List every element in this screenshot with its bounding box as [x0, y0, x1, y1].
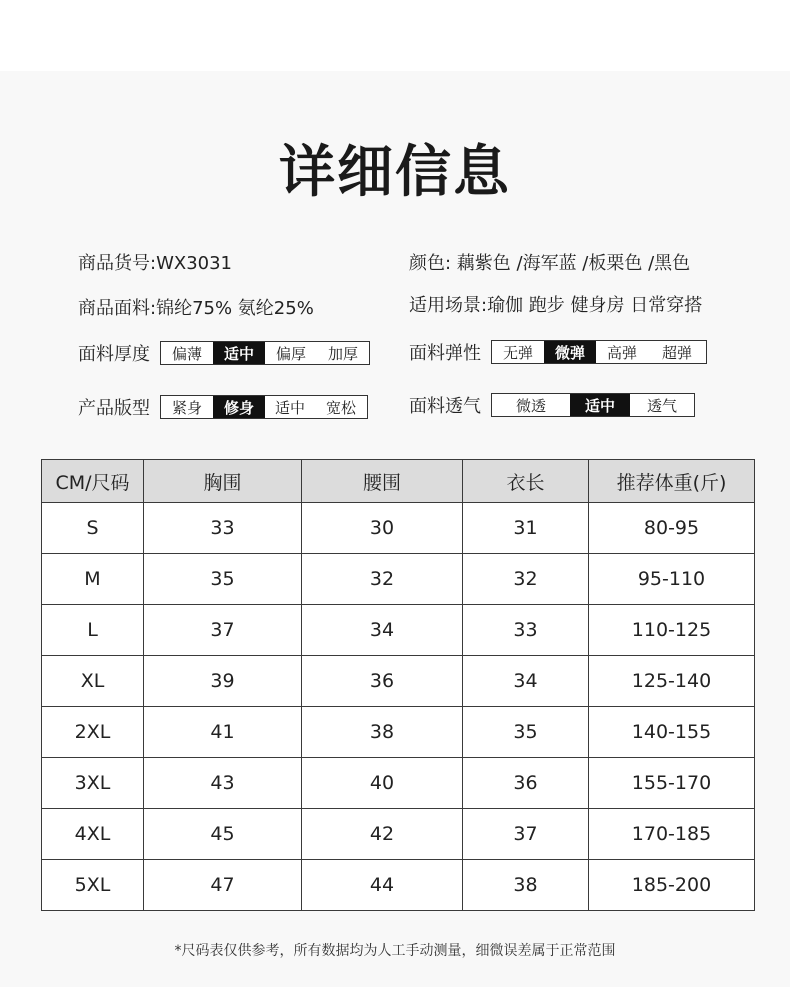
table-cell: 37	[463, 809, 589, 860]
option-label: 面料透气	[409, 396, 481, 417]
option-thickness-2: 偏厚	[275, 344, 306, 363]
option-thickness	[78, 340, 370, 366]
table-cell: 40	[302, 758, 463, 809]
option-elasticity-3: 超弹	[661, 343, 692, 362]
table-cell: 170-185	[589, 809, 755, 860]
table-cell: 47	[144, 860, 302, 911]
usage-scenes: 适用场景:瑜伽 跑步 健身房 日常穿搭	[409, 295, 703, 316]
option-label: 面料弹性	[409, 343, 481, 364]
option-box	[491, 340, 707, 364]
option-thickness-1: 适中	[213, 342, 265, 364]
table-cell: 44	[302, 860, 463, 911]
option-box	[160, 341, 370, 365]
option-thickness-3: 加厚	[327, 344, 358, 363]
option-fit-2: 适中	[274, 398, 305, 417]
option-label: 产品版型	[78, 398, 150, 419]
size-cell: 5XL	[42, 860, 144, 911]
size-cell: 2XL	[42, 707, 144, 758]
option-fit	[78, 394, 368, 420]
table-cell: 45	[144, 809, 302, 860]
page-title: 详细信息	[279, 140, 511, 205]
table-cell: 95-110	[589, 554, 755, 605]
size-cell: L	[42, 605, 144, 656]
option-elasticity-1: 微弹	[544, 341, 596, 363]
table-cell: 36	[463, 758, 589, 809]
table-cell: 33	[463, 605, 589, 656]
table-cell: 185-200	[589, 860, 755, 911]
size-cell: XL	[42, 656, 144, 707]
option-box	[160, 395, 368, 419]
table-row	[42, 707, 755, 758]
option-box	[491, 393, 695, 417]
table-cell: 37	[144, 605, 302, 656]
column-header: 腰围	[302, 460, 463, 503]
item-number: 商品货号:WX3031	[78, 253, 233, 274]
table-cell: 140-155	[589, 707, 755, 758]
option-elasticity-0: 无弹	[502, 343, 533, 362]
fabric-composition: 商品面料:锦纶75% 氨纶25%	[78, 298, 314, 319]
table-cell: 38	[463, 860, 589, 911]
option-fit-3: 宽松	[325, 398, 356, 417]
table-row	[42, 809, 755, 860]
table-row	[42, 758, 755, 809]
table-cell: 39	[144, 656, 302, 707]
table-cell: 38	[302, 707, 463, 758]
table-row	[42, 860, 755, 911]
table-cell: 33	[144, 503, 302, 554]
option-breathability-0: 微透	[515, 396, 546, 415]
color-list: 颜色: 藕紫色 /海军蓝 /板栗色 /黑色	[409, 253, 691, 274]
table-header-row	[42, 460, 755, 503]
table-cell: 31	[463, 503, 589, 554]
table-cell: 35	[463, 707, 589, 758]
table-row	[42, 656, 755, 707]
table-cell: 32	[463, 554, 589, 605]
table-row	[42, 554, 755, 605]
table-cell: 34	[302, 605, 463, 656]
table-cell: 34	[463, 656, 589, 707]
option-fit-0: 紧身	[171, 398, 202, 417]
disclaimer-note: *尺码表仅供参考，所有数据均为人工手动测量，细微误差属于正常范围	[174, 943, 616, 959]
table-row	[42, 605, 755, 656]
table-cell: 43	[144, 758, 302, 809]
column-header: 推荐体重(斤)	[589, 460, 755, 503]
option-breathability	[409, 392, 695, 418]
table-cell: 125-140	[589, 656, 755, 707]
table-cell: 80-95	[589, 503, 755, 554]
table-cell: 110-125	[589, 605, 755, 656]
table-cell: 36	[302, 656, 463, 707]
column-header: 胸围	[144, 460, 302, 503]
column-header: 衣长	[463, 460, 589, 503]
column-header: CM/尺码	[42, 460, 144, 503]
size-cell: 3XL	[42, 758, 144, 809]
table-cell: 35	[144, 554, 302, 605]
option-elasticity	[409, 339, 707, 365]
size-table	[41, 459, 755, 911]
table-cell: 32	[302, 554, 463, 605]
table-cell: 42	[302, 809, 463, 860]
table-row	[42, 503, 755, 554]
table-cell: 30	[302, 503, 463, 554]
table-cell: 41	[144, 707, 302, 758]
option-thickness-0: 偏薄	[171, 344, 202, 363]
table-cell: 155-170	[589, 758, 755, 809]
option-breathability-2: 透气	[646, 396, 677, 415]
option-label: 面料厚度	[78, 344, 150, 365]
option-breathability-1: 适中	[570, 394, 630, 416]
size-cell: M	[42, 554, 144, 605]
option-elasticity-2: 高弹	[606, 343, 637, 362]
size-cell: S	[42, 503, 144, 554]
size-cell: 4XL	[42, 809, 144, 860]
option-fit-1: 修身	[213, 396, 265, 418]
